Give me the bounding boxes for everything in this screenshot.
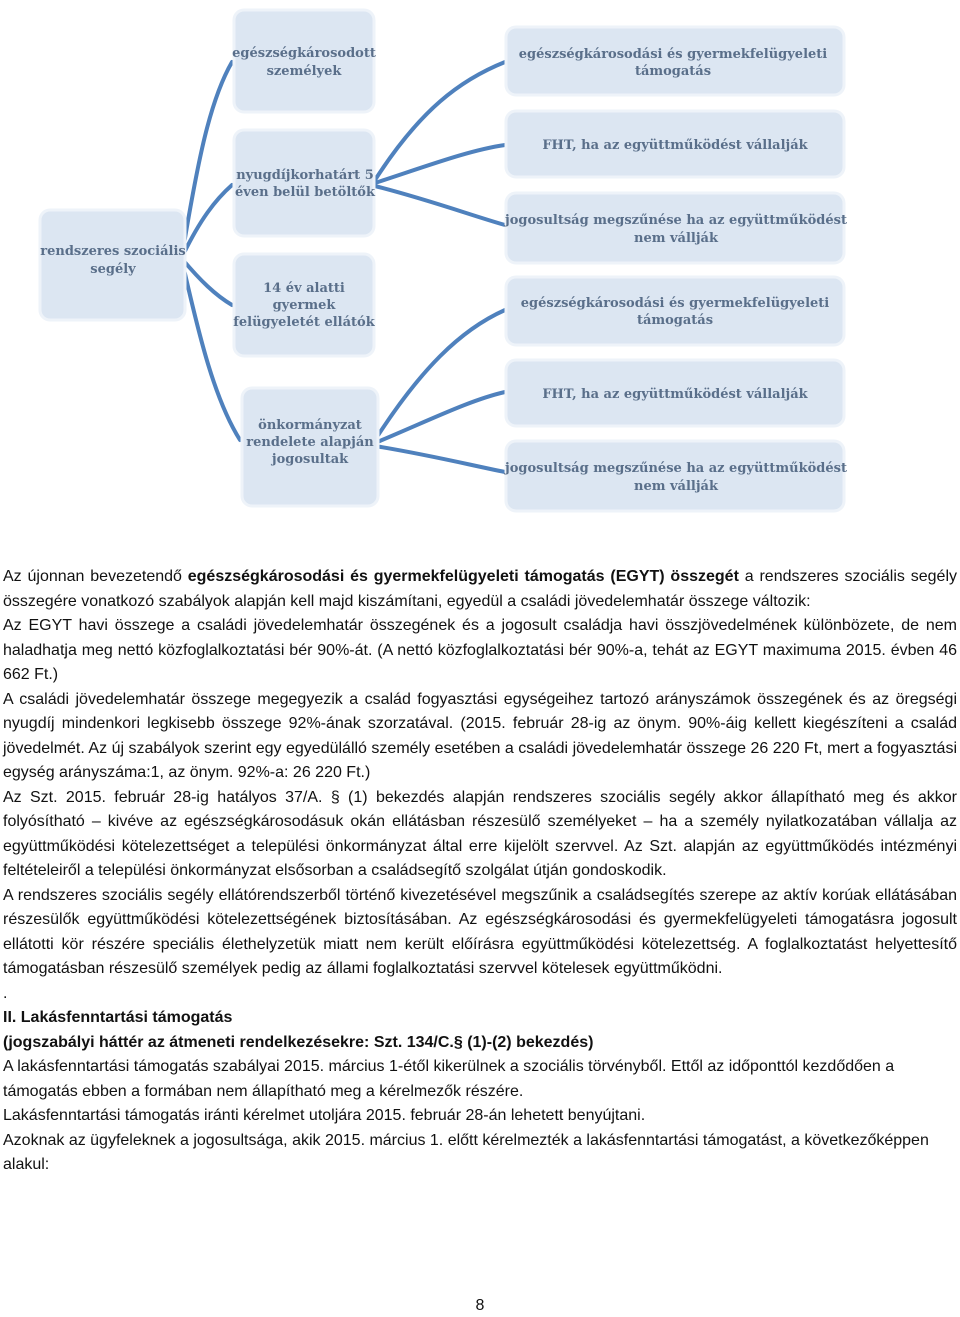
outcome-box-2 [506, 111, 844, 177]
separator-dot: . [3, 984, 8, 1002]
svg-text:személyek: személyek [266, 64, 342, 79]
page-number: 8 [475, 1297, 485, 1314]
svg-text:rendelete alapján: rendelete alapján [246, 435, 374, 450]
root-box [40, 210, 186, 320]
root-line-1: rendszeres szociális [40, 244, 186, 259]
svg-text:egészségkárosodási és gyermekf: egészségkárosodási és gyermekfelügyeleti [520, 296, 830, 311]
svg-text:jogosultság megszűnése ha az e: jogosultság megszűnése ha az együttműködést [505, 213, 847, 228]
outcome-box-4 [506, 277, 844, 345]
document-body [3, 565, 957, 1178]
group-box-municipal [242, 388, 378, 506]
outcome-box-1 [506, 27, 844, 95]
svg-text:gyermek: gyermek [272, 298, 336, 313]
svg-text:egészségkárosodott: egészségkárosodott [232, 46, 376, 61]
paragraph-egyt-intro: Az újonnan bevezetendő egészségkárosodási és gyermekfelügyeleti támogatás (EGYT) összegét a rendszeres szociális segély összegére vonatkozó szabályok alapján kell majd kiszámítani, egyedül a családi jövedelemhatár összege változik: [3, 568, 957, 610]
group-box-near-pension [234, 130, 376, 236]
paragraph-income-limit: A családi jövedelemhatár összege megegyezik a család fogyasztási egységeihez tartozó arányszámok összegének és az öregségi nyugdíj mindenkori legkisebb összege 92%-ának szorzatával. (2015. február 28-ig az önym. 90%-áig kellett kiegészíteni a család jövedelmét. Az új szabályok szerint egy egyedülálló személy esetében a családi jövedelemhatár összege 26 220 Ft, mert a fogyasztási egység arányszáma:1, az önym. 92%-a: 26 220 Ft.) [3, 690, 957, 781]
svg-text:jogosultak: jogosultak [271, 452, 349, 467]
eligibility-diagram [0, 0, 960, 520]
root-line-2: segély [90, 262, 136, 277]
paragraph-housing-deadline: Lakásfenntartási támogatás iránti kérelmet utoljára 2015. február 28-án lehetett benyújtani. [3, 1107, 646, 1124]
outcome-box-6 [504, 441, 847, 511]
paragraph-housing-eligibility: Azoknak az ügyfeleknek a jogosultsága, akik 2015. március 1. előtt kérelmezték a lakásfenntartási támogatást, a következőképpen alakul: [3, 1131, 929, 1173]
section-subheading: (jogszabályi háttér az átmeneti rendelkezésekre: Szt. 134/C.§ (1)-(2) bekezdés) [3, 1033, 594, 1051]
paragraph-housing-rules: A lakásfenntartási támogatás szabályai 2015. március 1-étől kikerülnek a szociális törvényből. Ettől az időponttól kezdődően a támogatás ebben a formában nem állapítható meg a kérelmezők részére. [3, 1058, 895, 1100]
svg-text:egészségkárosodási és gyermekf: egészségkárosodási és gyermekfelügyeleti [518, 47, 828, 62]
svg-text:támogatás: támogatás [634, 64, 712, 79]
svg-text:éven belül betöltők: éven belül betöltők [235, 185, 375, 200]
group-box-disabled [232, 10, 376, 112]
outcome-box-5 [506, 360, 844, 426]
svg-text:FHT, ha az együttműködést váll: FHT, ha az együttműködést vállalják [542, 138, 808, 153]
svg-text:önkormányzat: önkormányzat [258, 418, 362, 433]
paragraph-family-support: A rendszeres szociális segély ellátórendszerből történő kivezetésével megszűnik a családsegítés szerepe az aktív korúak ellátásában részesülők együttműködési kötelezettségének biztosításában. Az egészségkárosodási és gyermekfelügyeleti támogatásra jogosult ellátotti kör részére speciális élethelyzetük miatt nem került előírásra együttműködési kötelezettség. A foglalkoztatást helyettesítő támogatásban részesülő személyek pedig az állami foglalkoztatási szervvel kötelesek együttműködni. [3, 886, 957, 977]
svg-text:felügyeletét ellátók: felügyeletét ellátók [233, 315, 375, 330]
outcome-box-3 [504, 193, 847, 263]
paragraph-egyt-amount: Az EGYT havi összege a családi jövedelemhatár összegének és a jogosult családja havi összjövedelmének különbözete, de nem haladhatja meg nettó közfoglalkoztatási bér 90%-át. (A nettó közfoglalkoztatási bér 90%-a, tehát az EGYT maximuma 2015. évben 46 662 Ft.) [3, 617, 957, 683]
svg-text:jogosultság megszűnése ha az e: jogosultság megszűnése ha az együttműködést [505, 461, 847, 476]
svg-text:támogatás: támogatás [636, 313, 714, 328]
section-heading: II. Lakásfenntartási támogatás [3, 1009, 233, 1026]
svg-text:nem vállják: nem vállják [634, 479, 718, 494]
svg-text:14 év alatti: 14 év alatti [263, 281, 345, 296]
paragraph-cooperation: Az Szt. 2015. február 28-ig hatályos 37/A. § (1) bekezdés alapján rendszeres szociális segély akkor állapítható meg és akkor folyósítható – kivéve az egészségkárosodásuk okán ellátásban részesülő személyeket – ha a személy nyilatkozatában vállalja az együttműködési kötelezettséget a települési önkormányzat által erre kijelölt szervvel. Az Szt. alapján az együttműködés intézményi feltételeiről a települési önkormányzat elsősorban a családsegítő szolgálat útján gondoskodik. [3, 788, 957, 879]
svg-text:nyugdíjkorhatárt 5: nyugdíjkorhatárt 5 [236, 168, 374, 183]
svg-text:nem vállják: nem vállják [634, 231, 718, 246]
svg-text:FHT, ha az együttműködést váll: FHT, ha az együttműködést vállalják [542, 387, 808, 402]
group-box-child-care [233, 254, 375, 356]
